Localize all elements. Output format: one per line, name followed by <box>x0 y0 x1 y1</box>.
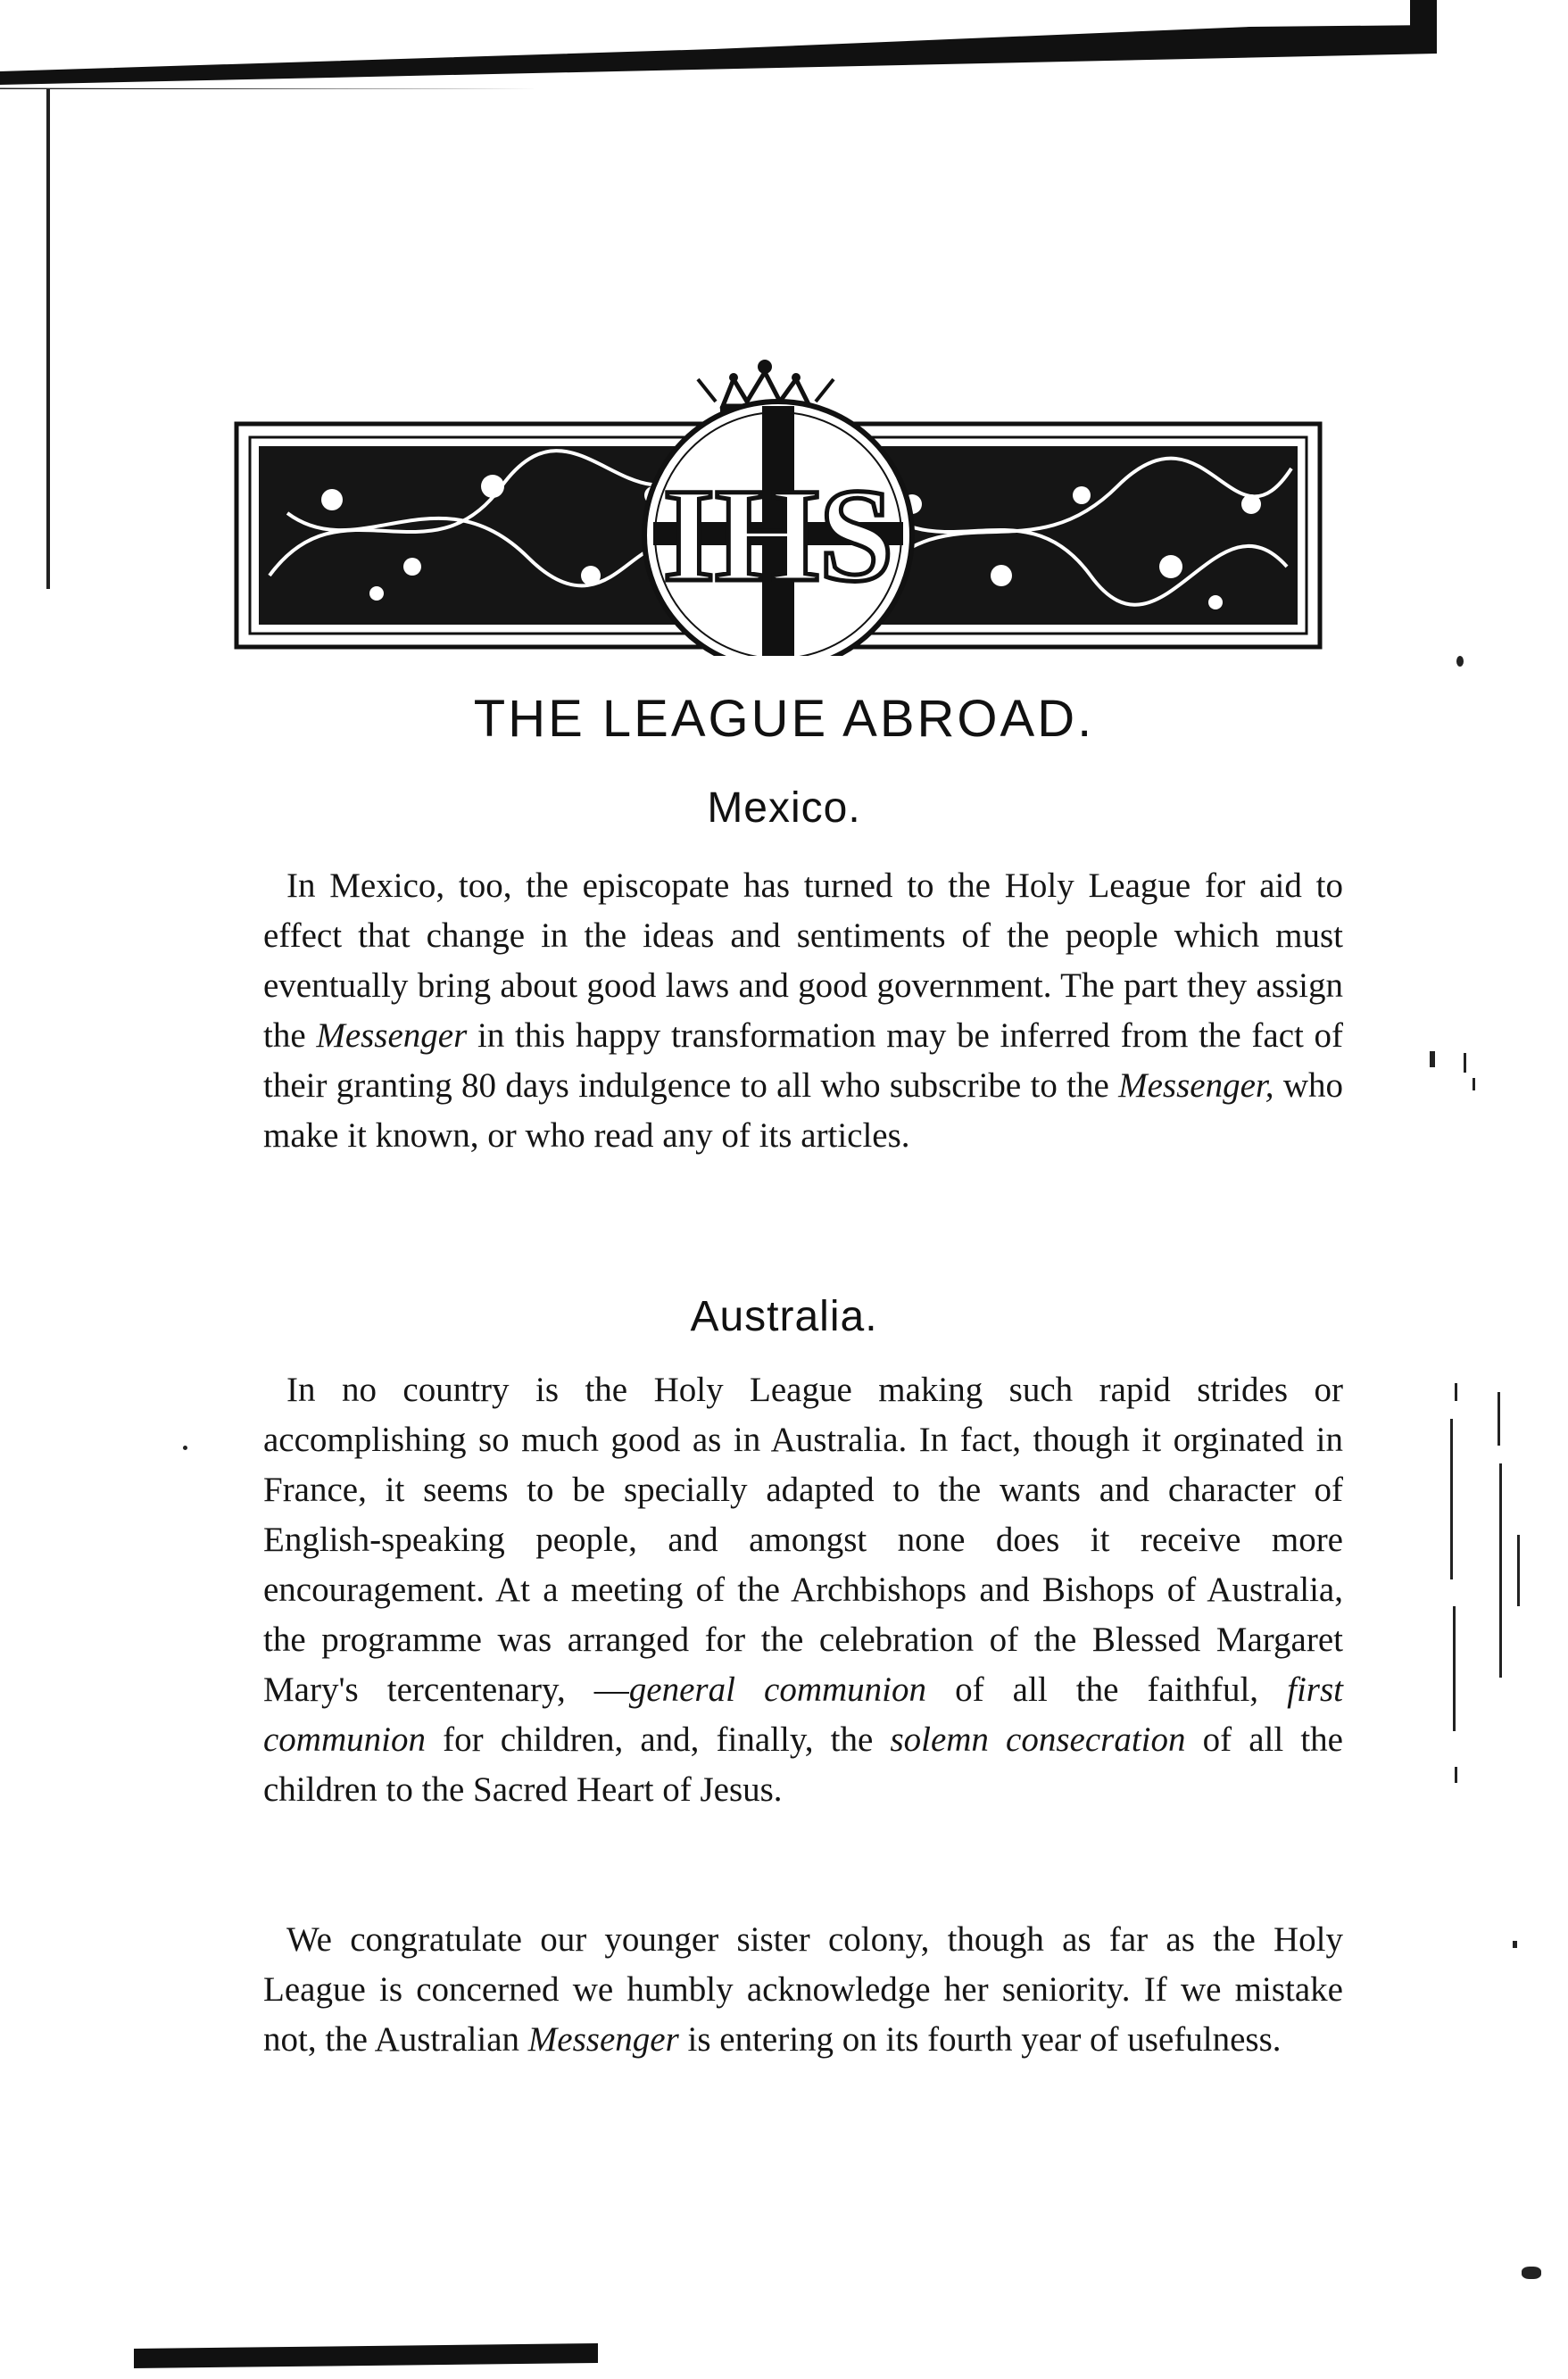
ihs-monogram: IHS <box>662 461 894 609</box>
section-title-australia: Australia. <box>690 1293 878 1340</box>
paragraph-australia-2: We congratulate our younger sister colony, though as far as the Holy League is concerned we humbly acknowledge her seniority. If we mistake not, the Australian Messenger is entering on its fourth year of usefulness. <box>263 1920 1343 2059</box>
page-title: THE LEAGUE ABROAD. <box>473 690 1095 748</box>
scan-left-rule <box>46 89 50 589</box>
scan-top-border <box>0 0 1437 89</box>
messenger-title: Messenger, <box>1118 1066 1274 1105</box>
emphasis: general communion <box>628 1670 926 1709</box>
paragraph-mexico: In Mexico, too, the episcopate has turned to the Holy League for aid to effect that change in the ideas and sentiments of the people which must eventually bring about good laws and good government. The part they assign the Messenger in this happy transformation may be inferred from the fact of their granting 80 days indulgence to all who subscribe to the Messenger, who make it known, or who read any of its articles. <box>263 866 1343 1155</box>
emphasis: first communion <box>263 1670 1344 1759</box>
messenger-title: Messenger <box>527 2020 679 2059</box>
scan-bottom-border <box>134 2343 598 2379</box>
emphasis: solemn consecration <box>890 1720 1186 1759</box>
section-title-mexico: Mexico. <box>707 784 861 832</box>
ihs-header-ornament <box>234 352 1323 656</box>
messenger-title: Messenger <box>316 1016 468 1055</box>
paragraph-australia-1: In no country is the Holy League making such rapid strides or accomplishing so much good as in Australia. In fact, though it orginated in France, it seems to be specially adapted to the wants and character of English-speaking people, and amongst none does it receive more encouragement. At a meeting of the Archbishops and Bishops of Australia, the programme was arranged for the celebration of the Blessed Margaret Mary's tercentenary, —general communion of all the faithful, first communion for children, and, finally, the solemn consecration of all the children to the Sacred Heart of Jesus. <box>263 1371 1344 1809</box>
